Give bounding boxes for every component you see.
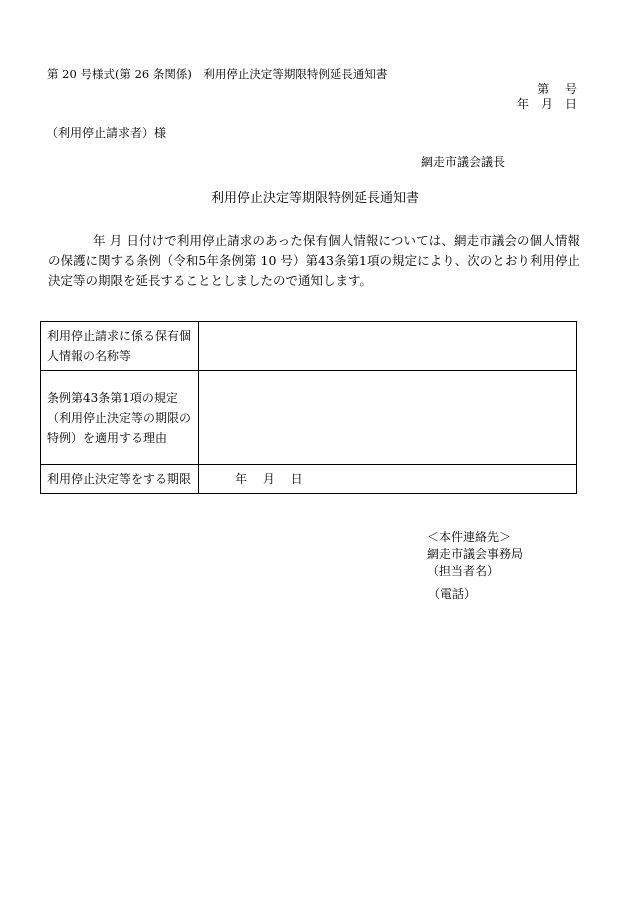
table-row (41, 371, 577, 465)
recipient: （利用停止請求者）様 (46, 126, 167, 140)
table-row (41, 322, 577, 371)
row-label: 利用停止請求に係る保有個人情報の名称等 (41, 322, 199, 371)
document-title: 利用停止決定等期限特例延長通知書 (210, 191, 419, 206)
deadline-value: 年 月 日 (199, 465, 577, 494)
row-value (199, 322, 577, 371)
document-date: 年 月 日 (516, 97, 577, 111)
contact-person: （担当者名） (427, 564, 500, 578)
body-text: 年 月 日付けで利用停止請求のあった保有個人情報については、網走市議会の個人情報の保護に関する条例（令和5年条例第 10 号）第43条第1項の規定により、次のとおり利用停止決定等の期限を延長することとしましたので通知します。 (48, 233, 580, 288)
contact-heading: ＜本件連絡先＞ (427, 530, 512, 544)
row-value (199, 371, 577, 465)
contact-office: 網走市議会事務局 (427, 547, 524, 561)
info-table (40, 321, 577, 494)
table-row (41, 465, 577, 494)
contact-block (427, 529, 523, 580)
document-number: 第 号 (537, 82, 577, 96)
contact-phone: （電話） (428, 587, 477, 601)
row-label: 条例第43条第1項の規定（利用停止決定等の期限の特例）を適用する理由 (41, 371, 199, 465)
form-label: 第 20 号様式(第 26 条関係) 利用停止決定等期限特例延長通知書 (47, 67, 388, 81)
sender: 網走市議会議長 (421, 155, 506, 169)
row-label: 利用停止決定等をする期限 (41, 465, 199, 494)
